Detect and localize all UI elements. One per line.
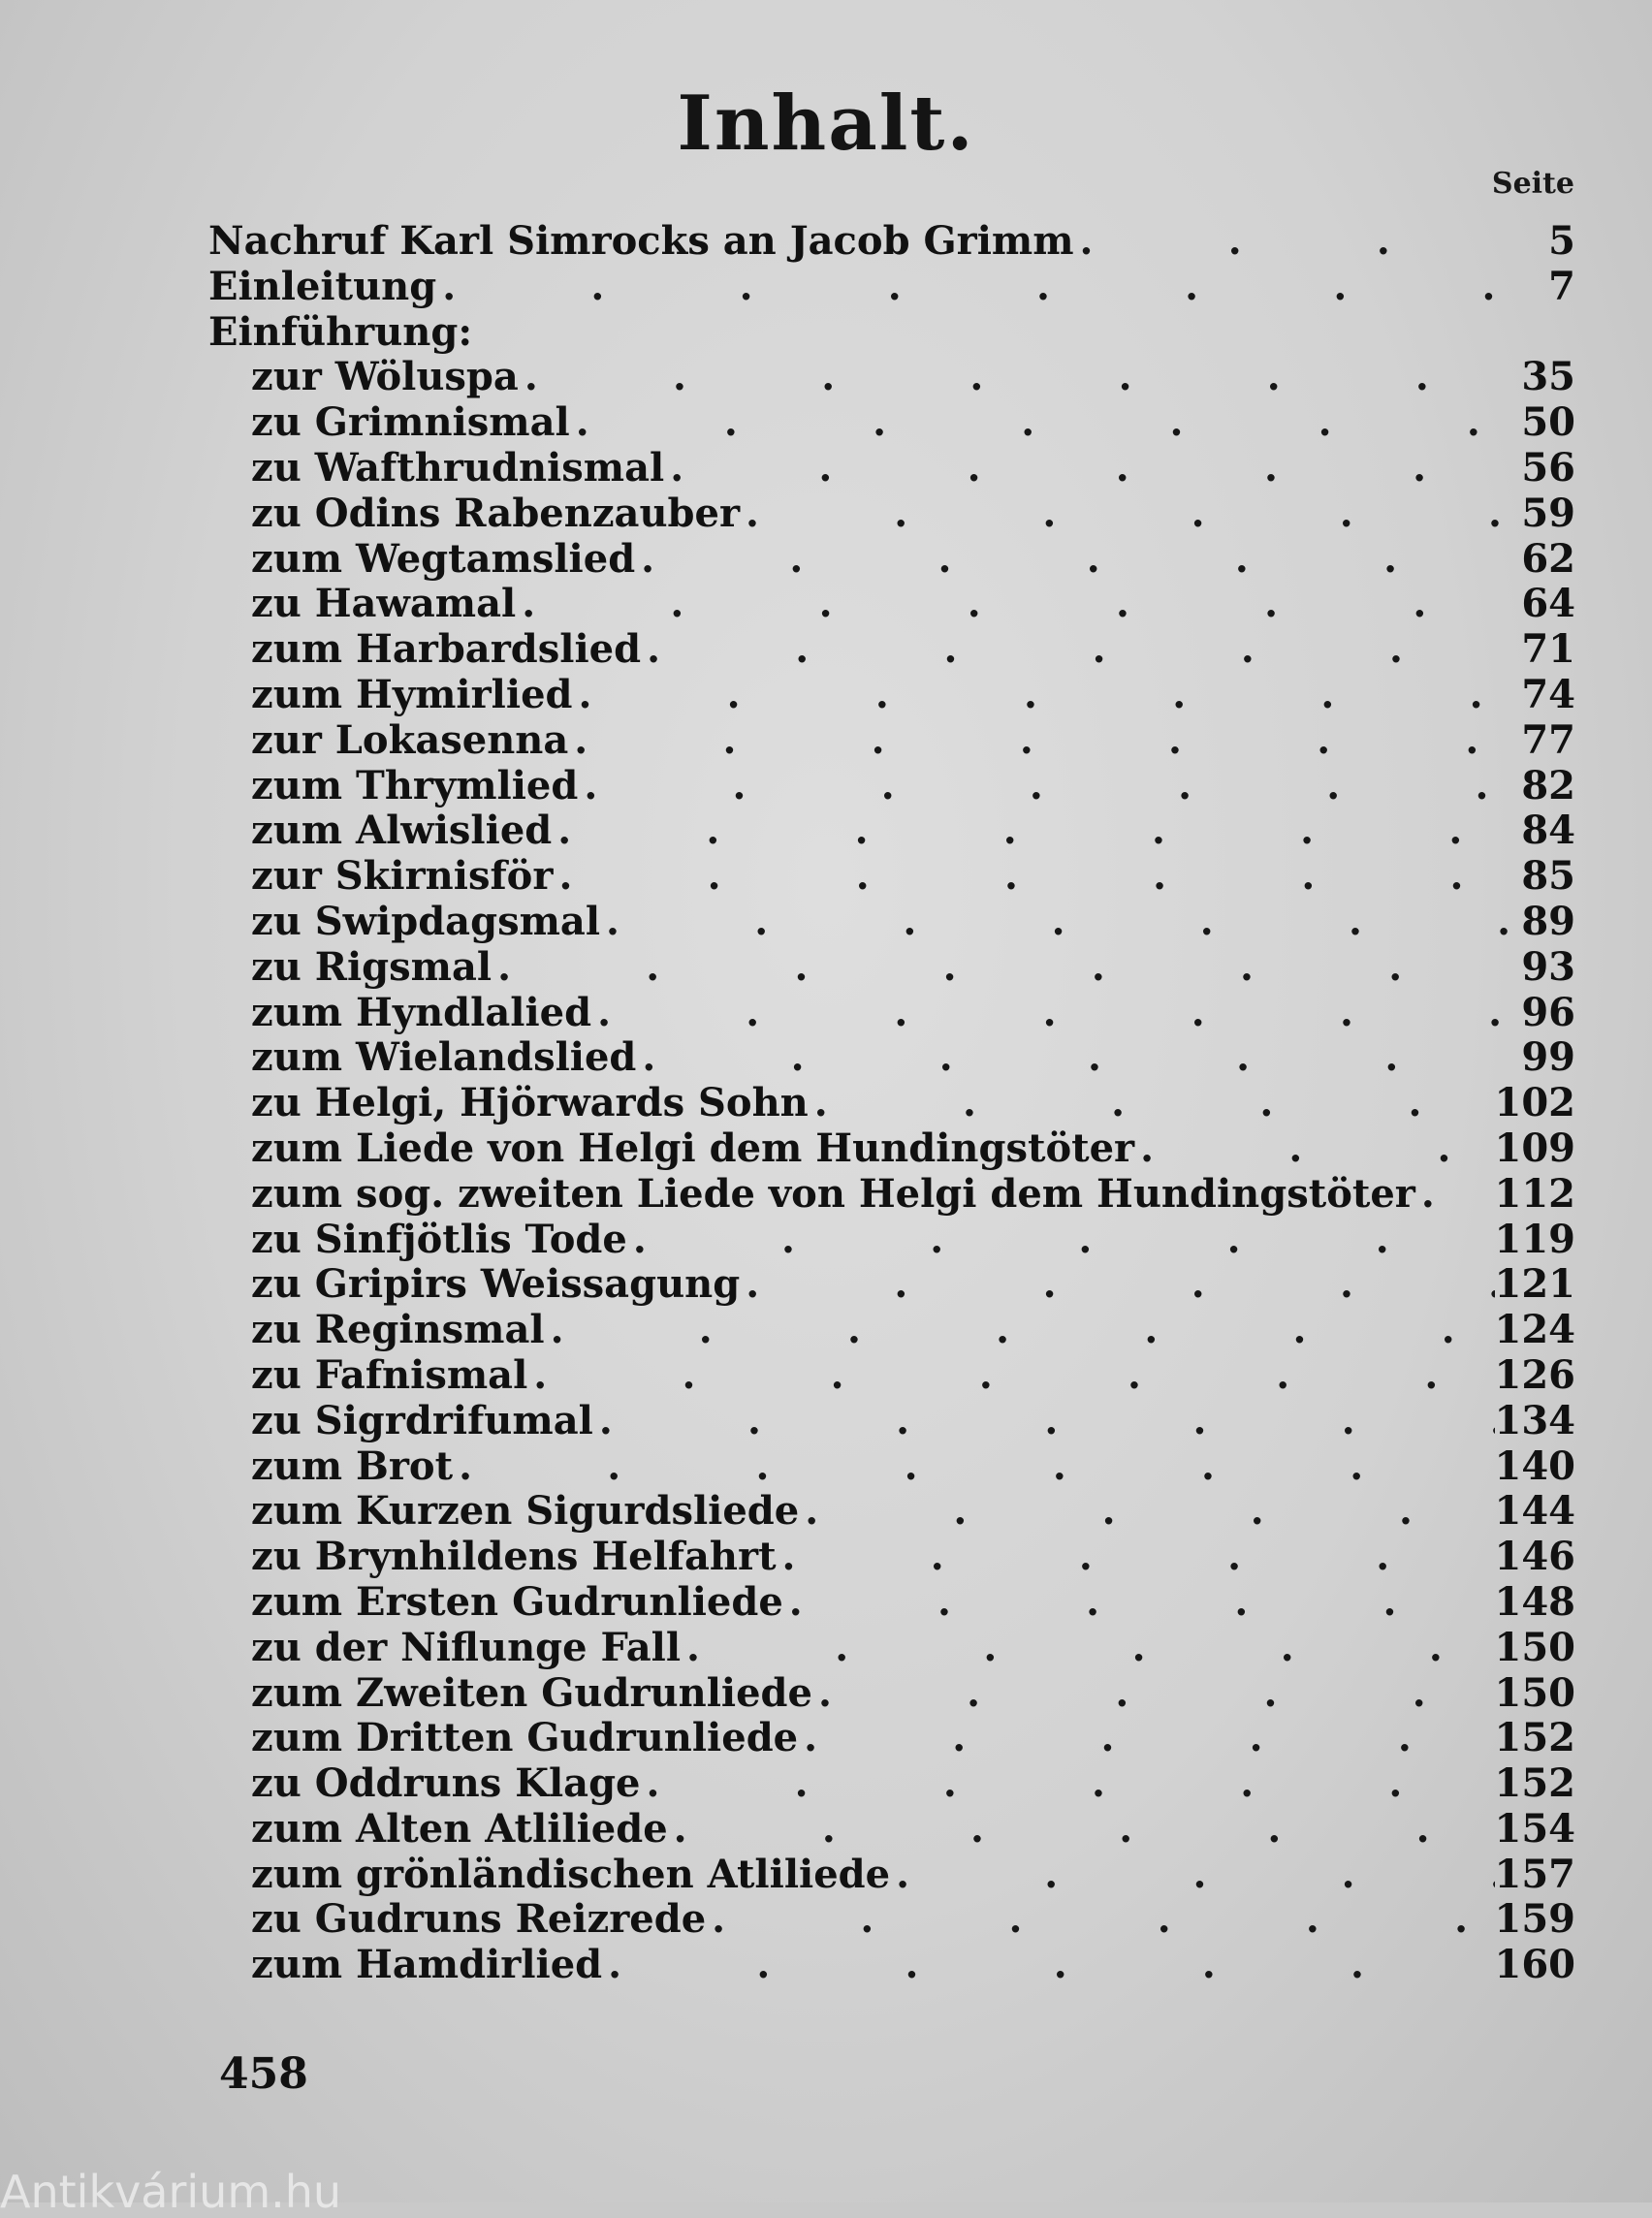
toc-entry-title: zu Hawamal [251,581,517,627]
toc-entry-page: 35 [1521,354,1575,400]
toc-entry [208,764,1575,809]
toc-entry [208,1535,1575,1580]
toc-entry-page: 59 [1521,490,1575,536]
toc-entry-page: 85 [1521,853,1575,900]
dot-leader [593,1399,1495,1444]
toc-entry [208,1943,1575,1988]
toc-entry [208,1308,1575,1353]
toc-entry-title: zum Hamdirlied [251,1942,603,1988]
toc-entry-page: 89 [1521,898,1575,944]
dot-leader [890,1853,1494,1898]
dot-leader [527,1353,1494,1399]
dot-leader [1415,1172,1495,1218]
toc-entry-title: zum Zweiten Gudrunliede [251,1669,812,1716]
toc-entry [208,1626,1575,1671]
toc-entry-title: zum Ersten Gudrunliede [251,1578,783,1625]
dot-leader [568,718,1508,764]
toc-entry-title: zu der Niflunge Fall [251,1624,682,1670]
dot-leader [492,945,1508,991]
dot-leader [519,355,1508,400]
toc-entry-page: 7 [1548,263,1575,309]
toc-entry-title: Einleitung [208,263,437,309]
page-title: Inhalt. [677,79,975,168]
toc-entry-page: 134 [1494,1397,1575,1443]
toc-entry [208,1444,1575,1490]
toc-entry [208,991,1575,1036]
toc-entry-title: zum Brot [251,1442,454,1489]
toc-entry-title: zu Sinfjötlis Tode [251,1216,627,1262]
toc-entry-page: 50 [1521,399,1575,446]
toc-entry-title: zum Wegtamslied [251,535,636,582]
watermark: Antikvárium.hu [0,2166,342,2218]
toc-entry-title: zu Fafnismal [251,1351,528,1398]
toc-entry-page: 150 [1494,1624,1575,1670]
dot-leader [553,854,1508,900]
toc-entry-title: zur Wöluspa [251,354,519,400]
toc-entry-page: 160 [1494,1942,1575,1988]
toc-entry-page: 74 [1521,671,1575,717]
toc-entry-title: zum Kurzen Sigurdsliede [251,1488,800,1535]
toc-entry-title: zur Skirnisför [251,853,554,900]
toc-entry [208,355,1575,400]
toc-entry-title: zu Swipdagsmal [251,898,601,944]
toc-entry-page: 148 [1494,1578,1575,1625]
dot-leader [552,808,1508,854]
toc-entry-page: 96 [1521,989,1575,1035]
dot-leader [572,673,1508,718]
toc-entry [208,400,1575,446]
toc-entry-title: zum Alten Atliliede [251,1805,668,1852]
toc-entry-page: 71 [1521,626,1575,673]
toc-entry-title: zu Brynhildens Helfahrt [251,1534,777,1580]
table-of-contents [208,219,1575,1988]
toc-entry-page: 56 [1521,444,1575,491]
dot-leader [627,1218,1495,1263]
toc-entry [208,491,1575,537]
dot-leader [516,582,1508,627]
toc-entry [208,1035,1575,1081]
toc-entry-page: 140 [1494,1442,1575,1489]
toc-entry-page: 144 [1494,1488,1575,1535]
toc-entry [208,627,1575,673]
toc-entry [208,1897,1575,1943]
dot-leader [640,1761,1494,1807]
dot-leader [453,1444,1494,1490]
toc-entry-page: 112 [1494,1170,1575,1217]
toc-entry [208,265,1575,310]
toc-entry-title: zum Wielandslied [251,1034,637,1081]
toc-entry-page: 152 [1494,1760,1575,1807]
toc-entry [208,537,1575,583]
toc-entry-page: 146 [1494,1534,1575,1580]
dot-leader [570,400,1508,446]
toc-entry-page: 109 [1494,1125,1575,1171]
toc-entry [208,1126,1575,1172]
dot-leader [436,265,1508,310]
dot-leader [636,1035,1508,1081]
toc-entry [208,1081,1575,1126]
toc-entry [208,1580,1575,1626]
toc-entry [208,1399,1575,1444]
toc-entry-title: zu Gudruns Reizrede [251,1896,707,1943]
toc-entry-page: 154 [1494,1805,1575,1852]
toc-entry-page: 121 [1494,1261,1575,1308]
toc-entry-title: zu Rigsmal [251,943,492,990]
toc-entry-page: 93 [1521,943,1575,990]
toc-entry-title: Einführung: [208,308,473,355]
toc-entry [208,310,1575,356]
toc-entry [208,446,1575,491]
toc-entry [208,582,1575,627]
toc-entry-page: 77 [1521,716,1575,763]
toc-entry [208,1761,1575,1807]
dot-leader [740,1262,1494,1308]
dot-leader [706,1897,1494,1943]
toc-entry-page: 64 [1521,581,1575,627]
dot-leader [664,446,1508,491]
dot-leader [1074,219,1508,265]
dot-leader [777,1535,1495,1580]
toc-entry-title: zu Reginsmal [251,1307,545,1353]
toc-entry-page: 82 [1521,762,1575,808]
dot-leader [578,764,1508,809]
toc-entry-page: 62 [1521,535,1575,582]
dot-leader [641,627,1508,673]
toc-entry-title: zu Oddruns Klage [251,1760,641,1807]
toc-entry-title: zum Dritten Gudrunliede [251,1715,799,1761]
toc-entry [208,1218,1575,1263]
toc-entry [208,1353,1575,1399]
toc-entry-title: zum grönländischen Atliliede [251,1851,891,1897]
toc-entry-title: zum Harbardslied [251,626,642,673]
toc-entry-title: zu Sigrdrifumal [251,1397,593,1443]
dot-leader [591,991,1508,1036]
toc-entry [208,945,1575,991]
toc-entry-page: 102 [1494,1080,1575,1126]
dot-leader [635,537,1508,583]
toc-entry-title: zum Alwislied [251,808,553,854]
page-number: 458 [219,2049,308,2099]
dot-leader [798,1716,1494,1761]
toc-entry-page: 152 [1494,1715,1575,1761]
dot-leader [545,1308,1495,1353]
toc-entry [208,1262,1575,1308]
toc-entry-title: Nachruf Karl Simrocks an Jacob Grimm [208,218,1074,264]
toc-entry-title: zum Liede von Helgi dem Hundingstöter [251,1125,1135,1171]
toc-entry [208,854,1575,900]
toc-entry-title: zu Wafthrudnismal [251,444,665,491]
toc-entry [208,673,1575,718]
toc-entry-page: 157 [1494,1851,1575,1897]
toc-entry-title: zu Gripirs Weissagung [251,1261,741,1308]
toc-entry-page: 150 [1494,1669,1575,1716]
dot-leader [799,1489,1494,1535]
toc-entry-title: zum sog. zweiten Liede von Helgi dem Hundingstöter [251,1170,1415,1217]
toc-entry [208,1489,1575,1535]
toc-entry-title: zu Helgi, Hjörwards Sohn [251,1080,809,1126]
toc-entry-title: zur Lokasenna [251,716,569,763]
toc-entry [208,900,1575,945]
toc-entry-page: 124 [1494,1307,1575,1353]
toc-entry [208,1671,1575,1717]
dot-leader [783,1580,1495,1626]
toc-entry-page: 126 [1494,1351,1575,1398]
toc-entry [208,219,1575,265]
toc-entry-page: 99 [1521,1034,1575,1081]
toc-entry [208,1807,1575,1853]
toc-entry-page: 5 [1548,218,1575,264]
toc-entry-title: zum Thrymlied [251,762,579,808]
toc-entry [208,1172,1575,1218]
dot-leader [740,491,1508,537]
dot-leader [681,1626,1494,1671]
dot-leader [668,1807,1495,1853]
toc-entry [208,808,1575,854]
toc-entry-title: zu Odins Rabenzauber [251,490,741,536]
toc-entry [208,718,1575,764]
toc-entry-page: 119 [1494,1216,1575,1262]
toc-entry-title: zum Hymirlied [251,671,573,717]
toc-entry [208,1853,1575,1898]
dot-leader [602,1943,1494,1988]
dot-leader [600,900,1508,945]
toc-entry-title: zum Hyndlalied [251,989,592,1035]
dot-leader [809,1081,1495,1126]
page-column-header: Seite [1491,167,1574,201]
dot-leader [1134,1126,1494,1172]
toc-entry [208,1716,1575,1761]
toc-entry-page: 84 [1521,808,1575,854]
dot-leader [812,1671,1495,1717]
toc-entry-page: 159 [1494,1896,1575,1943]
toc-entry-title: zu Grimnismal [251,399,570,446]
